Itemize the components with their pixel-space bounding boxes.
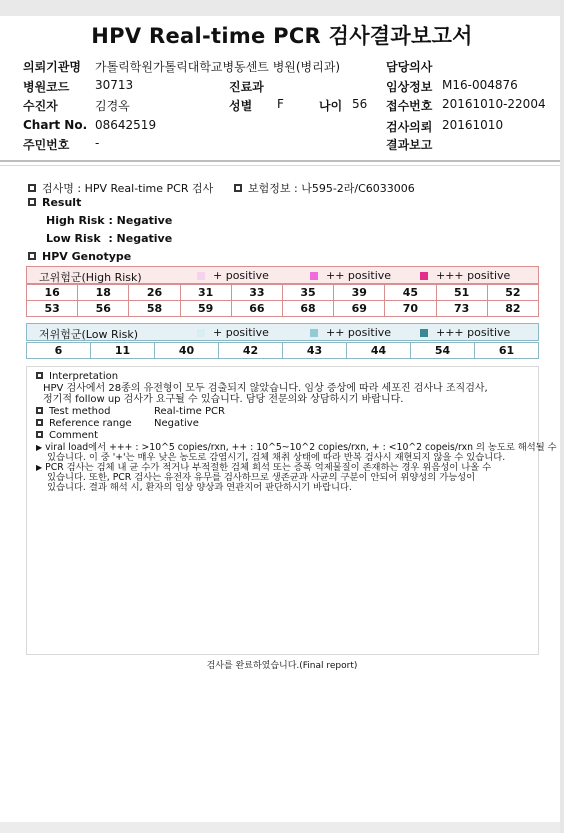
genotype-cell: 59 xyxy=(180,301,231,317)
test-name: 검사명 : HPV Real-time PCR 검사 xyxy=(28,180,213,196)
genotype-cell: 61 xyxy=(475,343,539,359)
genotype-heading: HPV Genotype xyxy=(28,250,131,263)
report-title: HPV Real-time PCR 검사결과보고서 xyxy=(91,24,473,48)
comment-2-line-2: 있습니다. 또한, PCR 검사는 유전자 유무를 검사하므로 생존균과 사균의 구분이 안되어 위양성의 가능성이 xyxy=(47,472,476,483)
genotype-cell: 26 xyxy=(129,285,180,301)
comment-2-line-1: ▶ PCR 검사는 검체 내 균 수가 적거나 부적절한 검체 희석 또는 증폭 억제물질이 존재하는 경우 위음성이 나올 수 xyxy=(36,462,492,473)
patient-label: 수진자 xyxy=(23,99,58,113)
test-method-value: Real-time PCR xyxy=(154,406,225,417)
resident-no-value: - xyxy=(95,136,100,150)
high-risk-header xyxy=(26,266,539,284)
sex-value: F xyxy=(277,97,284,111)
clinical-info-label: 임상정보 xyxy=(386,80,433,94)
report-label: 결과보고 xyxy=(386,138,433,152)
bullet-square-icon xyxy=(234,184,242,192)
bullet-square-icon xyxy=(28,184,36,192)
legend-swatch xyxy=(310,272,318,280)
triangle-bullet-icon: ▶ xyxy=(36,443,43,452)
genotype-cell: 40 xyxy=(155,343,219,359)
hospital-code-label: 병원코드 xyxy=(23,80,70,94)
top-band xyxy=(0,0,564,16)
sex-label: 성별 xyxy=(229,99,253,113)
header-divider xyxy=(0,160,564,162)
comment-heading: Comment xyxy=(36,430,98,441)
bottom-band xyxy=(0,822,564,833)
comment-2-line-3: 있습니다. 결과 해석 시, 환자의 임상 양상과 연관지어 판단하시기 바랍니다. xyxy=(47,482,352,493)
legend-plus-plus-plus: +++ positive xyxy=(420,269,510,282)
interpretation-text-1: HPV 검사에서 28종의 유전형이 모두 검출되지 않았습니다. 임상 증상에 따라 세포진 검사나 조직검사, xyxy=(43,383,488,394)
low-risk-group-label: 저위험군(Low Risk) xyxy=(39,328,139,341)
bullet-square-icon xyxy=(36,407,43,414)
genotype-cell: 58 xyxy=(129,301,180,317)
genotype-cell: 51 xyxy=(436,285,487,301)
interpretation-box xyxy=(26,366,557,655)
genotype-cell: 82 xyxy=(487,301,538,317)
low-risk-header xyxy=(26,323,539,341)
comment-1-line-2: 있습니다. 이 중 '+'는 매우 낮은 농도로 감염시기, 검체 채취 상태에 따라 반복 검사시 재현되지 않을 수 있습니다. xyxy=(47,452,506,463)
genotype-cell: 56 xyxy=(78,301,129,317)
genotype-cell: 53 xyxy=(27,301,78,317)
legend-swatch xyxy=(420,329,428,337)
doctor-label: 담당의사 xyxy=(386,60,433,74)
high-risk-result: High Risk : Negative xyxy=(46,214,173,227)
chart-no-value: 08642519 xyxy=(95,118,157,132)
genotype-cell: 70 xyxy=(385,301,436,317)
legend-plus-plus: ++ positive xyxy=(310,269,391,282)
institution-label: 의뢰기관명 xyxy=(23,60,81,74)
patient-value: 김경옥 xyxy=(95,99,130,113)
insurance-info: 보험정보 : 나595-2라/C6033006 xyxy=(234,180,415,196)
hospital-code-value: 30713 xyxy=(95,78,134,92)
header-divider-thin xyxy=(0,165,564,166)
bullet-square-icon xyxy=(28,252,36,260)
bullet-square-icon xyxy=(36,431,43,438)
high-risk-group-label: 고위험군(High Risk) xyxy=(39,271,142,284)
reference-range-value: Negative xyxy=(154,418,199,429)
genotype-cell: 68 xyxy=(282,301,333,317)
test-method-label: Test method xyxy=(36,406,111,417)
page-edge xyxy=(560,0,564,833)
bullet-square-icon xyxy=(36,419,43,426)
legend-swatch xyxy=(310,329,318,337)
genotype-cell: 44 xyxy=(347,343,411,359)
legend-swatch xyxy=(420,272,428,280)
genotype-cell: 33 xyxy=(231,285,282,301)
genotype-cell: 6 xyxy=(27,343,91,359)
genotype-cell: 11 xyxy=(91,343,155,359)
result-heading: Result xyxy=(28,196,81,209)
genotype-row xyxy=(27,301,539,317)
receipt-no-label: 접수번호 xyxy=(386,99,433,113)
triangle-bullet-icon: ▶ xyxy=(36,463,43,472)
genotype-cell: 45 xyxy=(385,285,436,301)
genotype-cell: 73 xyxy=(436,301,487,317)
age-value: 56 xyxy=(352,97,368,111)
legend-swatch xyxy=(197,329,205,337)
final-report-note: 검사를 완료하였습니다.(Final report) xyxy=(206,661,358,671)
legend-plus: + positive xyxy=(197,269,269,282)
bullet-square-icon xyxy=(36,372,43,379)
genotype-cell: 43 xyxy=(283,343,347,359)
genotype-cell: 39 xyxy=(334,285,385,301)
bullet-square-icon xyxy=(28,198,36,206)
department-label: 진료과 xyxy=(229,80,264,94)
reference-range-label: Reference range xyxy=(36,418,132,429)
request-date-label: 검사의뢰 xyxy=(386,120,433,134)
low-risk-result: Low Risk : Negative xyxy=(46,232,173,245)
legend-swatch xyxy=(197,272,205,280)
genotype-cell: 16 xyxy=(27,285,78,301)
comment-1-line-1: ▶ viral load에서 +++ : >10^5 copies/rxn, ++ : 10^5~10^2 copies/rxn, + : <10^2 copeis/rxn 의 농도로 해석될 수 xyxy=(36,442,557,453)
clinical-info-value: M16-004876 xyxy=(442,78,518,92)
interpretation-text-2: 정기적 follow up 검사가 요구될 수 있습니다. 담당 전문의와 상담하시기 바랍니다. xyxy=(43,394,404,405)
genotype-row xyxy=(27,285,539,301)
chart-no-label: Chart No. xyxy=(23,118,88,132)
legend-plus-plus-plus: +++ positive xyxy=(420,326,510,339)
genotype-cell: 42 xyxy=(219,343,283,359)
genotype-cell: 35 xyxy=(282,285,333,301)
genotype-cell: 54 xyxy=(411,343,475,359)
interpretation-heading: Interpretation xyxy=(36,371,118,382)
low-risk-genotype-table xyxy=(26,342,539,359)
genotype-cell: 31 xyxy=(180,285,231,301)
resident-no-label: 주민번호 xyxy=(23,138,70,152)
genotype-cell: 66 xyxy=(231,301,282,317)
genotype-cell: 18 xyxy=(78,285,129,301)
genotype-row xyxy=(27,343,539,359)
receipt-no-value: 20161010-22004 xyxy=(442,97,546,111)
legend-plus: + positive xyxy=(197,326,269,339)
high-risk-genotype-table xyxy=(26,284,539,317)
legend-plus-plus: ++ positive xyxy=(310,326,391,339)
institution-value: 가톨릭학원가톨릭대학교병동센트 병원(병리과) xyxy=(95,60,341,74)
age-label: 나이 xyxy=(319,99,343,113)
genotype-cell: 52 xyxy=(487,285,538,301)
request-date-value: 20161010 xyxy=(442,118,504,132)
genotype-cell: 69 xyxy=(334,301,385,317)
